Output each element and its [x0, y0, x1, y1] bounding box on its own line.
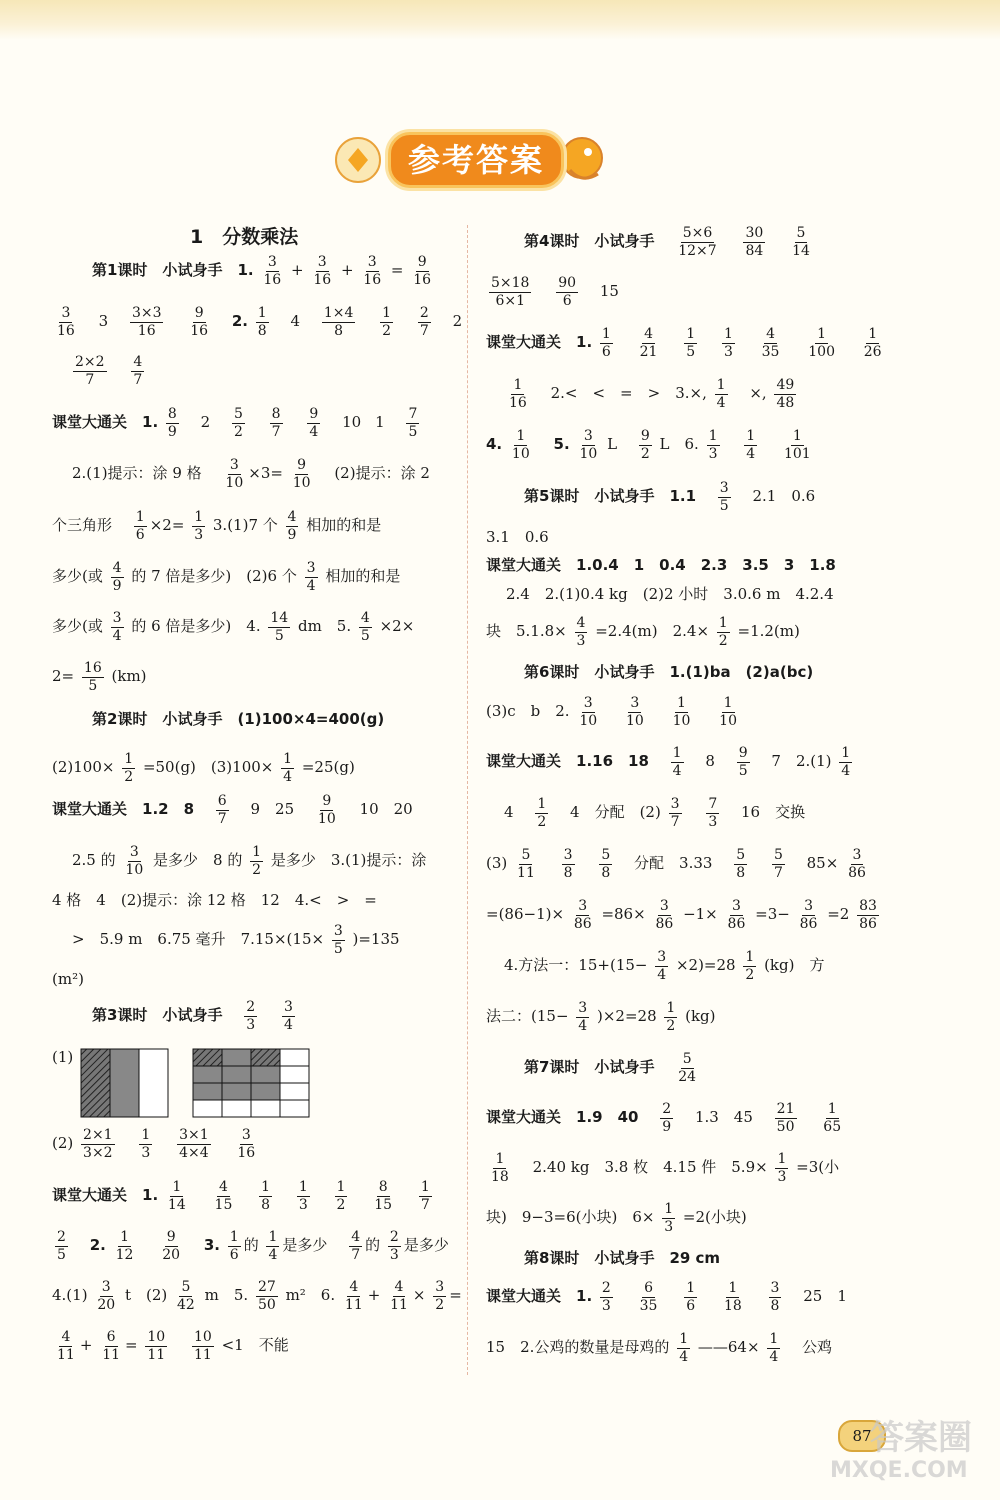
answer-line: (2)100× $\frac{1}{2}$ =50(g) (3)100× $\frac{1}{4}$ =25(g)	[52, 751, 355, 785]
answer-line: 第4课时 小试身手 $\frac{5\times 6}{12\times 7}$ $\frac{30}{84}$ $\frac{5}{14}$	[524, 225, 810, 259]
answer-line: 块 5.1.8× $\frac{4}{3}$ =2.4(m) 2.4× $\frac{1}{2}$ =1.2(m)	[486, 615, 800, 649]
answer-line: $\frac{2}{5}$ 2. $\frac{1}{12}$ $\frac{9}{20}$ 3. $\frac{1}{6}$ 的 $\frac{1}{4}$ 是多少 $\frac{4}{7}$ 的 $\frac{2}{3}$ 是多少	[57, 1229, 449, 1263]
answer-line: 4.方法一：15+(15− $\frac{3}{4}$ ×2)=28 $\frac{1}{2}$ (kg) 方	[504, 949, 825, 983]
answer-line: 课堂大通关 1. $\frac{1}{6}$ $\frac{4}{21}$ $\frac{1}{5}$ $\frac{1}{3}$ $\frac{4}{35}$ $\frac{1}{100}$ $\frac{1}{26}$	[486, 326, 882, 360]
answer-line: 2= $\frac{16}{5}$ (km)	[52, 660, 147, 694]
answer-line: > 5.9 m 6.75 毫升 7.15×(15× $\frac{3}{5}$ )=135	[72, 923, 400, 957]
answer-line: 15 2.公鸡的数量是母鸡的 $\frac{1}{4}$ ——64× $\frac{1}{4}$ 公鸡	[486, 1331, 833, 1365]
answer-line: (3) $\frac{5}{11}$ $\frac{3}{8}$ $\frac{5}{8}$ 分配 3.33 $\frac{5}{8}$ $\frac{5}{7}$ 85× $\frac{3}{86}$	[486, 847, 866, 881]
banner-title: 参考答案	[388, 132, 564, 188]
answer-line: 4.(1) $\frac{3}{20}$ t (2) $\frac{5}{42}$ m 5. $\frac{27}{50}$ m² 6. $\frac{4}{11}$ + $\frac{4}{11}$ × $\frac{3}{2}$ =	[52, 1279, 462, 1313]
answer-line: $\frac{1}{18}$ 2.40 kg 3.8 枚 4.15 件 5.9× $\frac{1}{3}$ =3(小	[491, 1151, 840, 1185]
answer-line: 第3课时 小试身手 $\frac{2}{3}$ $\frac{3}{4}$	[92, 999, 293, 1033]
answer-line: 块) 9−3=6(小块) 6× $\frac{1}{3}$ =2(小块)	[486, 1201, 747, 1235]
answer-line: 课堂大通关 1. $\frac{2}{3}$ $\frac{6}{35}$ $\frac{1}{6}$ $\frac{1}{18}$ $\frac{3}{8}$ 25 1	[486, 1280, 847, 1314]
chapter-title: 1 分数乘法	[190, 226, 299, 248]
answer-line: 多少(或 $\frac{4}{9}$ 的 7 倍是多少) (2)6 个 $\frac{3}{4}$ 相加的和是	[52, 560, 401, 594]
fraction-figure-2	[192, 1048, 312, 1118]
answer-line: 4. $\frac{1}{10}$ 5. $\frac{3}{10}$ L $\frac{9}{2}$ L 6. $\frac{1}{3}$ $\frac{1}{4}$ $\frac{1}{101}$	[486, 428, 811, 462]
answer-line: 课堂大通关 1.16 18 $\frac{1}{4}$ 8 $\frac{9}{5}$ 7 2.(1) $\frac{1}{4}$	[486, 745, 851, 779]
answer-line: (3)c b 2. $\frac{3}{10}$ $\frac{3}{10}$ $\frac{1}{10}$ $\frac{1}{10}$	[486, 695, 737, 729]
answer-line: $\frac{3}{16}$ 3 $\frac{3\times 3}{16}$ $\frac{9}{16}$ 2. $\frac{1}{8}$ 4 $\frac{1\times 4}{8}$ $\frac{1}{2}$ $\frac{2}{7}$ 2	[57, 305, 463, 339]
watermark-url: MXQE.COM	[830, 1458, 968, 1483]
answer-line: 课堂大通关 1.0.4 1 0.4 2.3 3.5 3 1.8	[486, 556, 836, 574]
answer-line: 第1课时 小试身手 1. $\frac{3}{16}$ + $\frac{3}{16}$ + $\frac{3}{16}$ = $\frac{9}{16}$	[92, 254, 432, 288]
answer-line: (2) $\frac{2\times 1}{3\times 2}$ $\frac{1}{3}$ $\frac{3\times 1}{4\times 4}$ $\frac{3}{16}$	[52, 1127, 256, 1161]
top-band	[0, 0, 1000, 40]
answer-line: $\frac{5\times 18}{6\times 1}$ $\frac{90}{6}$ 15	[491, 275, 619, 309]
answer-line: 第8课时 小试身手 29 cm	[524, 1249, 721, 1267]
answer-line: 第6课时 小试身手 1.(1)ba (2)a(bc)	[524, 663, 814, 681]
answer-line: 第7课时 小试身手 $\frac{5}{24}$	[524, 1051, 697, 1085]
answer-line: $\frac{1}{16}$ 2.< < = > 3.×, $\frac{1}{4}$ ×, $\frac{49}{48}$	[509, 377, 795, 411]
answer-line: 4 格 4 (2)提示：涂 12 格 12 4.< > =	[52, 891, 377, 909]
answer-line: 课堂大通关 1. $\frac{8}{9}$ 2 $\frac{5}{2}$ $\frac{8}{7}$ $\frac{9}{4}$ 10 1 $\frac{7}{5}$	[52, 406, 418, 440]
answer-line: 2.(1)提示：涂 9 格 $\frac{3}{10}$ ×3= $\frac{9}{10}$ (2)提示：涂 2	[72, 457, 430, 491]
watermark-logo: 答案圈	[870, 1418, 972, 1458]
answer-line: 第5课时 小试身手 1.1 $\frac{3}{5}$ 2.1 0.6	[524, 480, 816, 514]
answer-line: =(86−1)× $\frac{3}{86}$ =86× $\frac{3}{86}$ −1× $\frac{3}{86}$ =3− $\frac{3}{86}$ =2 $\frac{83}{86}$	[486, 898, 877, 932]
answer-line: $\frac{4}{11}$ + $\frac{6}{11}$ = $\frac{10}{11}$ $\frac{10}{11}$ <1 不能	[57, 1329, 289, 1363]
answer-line: 课堂大通关 1. $\frac{1}{14}$ $\frac{4}{15}$ $\frac{1}{8}$ $\frac{1}{3}$ $\frac{1}{2}$ $\frac{8}{15}$ $\frac{1}{7}$	[52, 1179, 430, 1213]
answer-line: 4 $\frac{1}{2}$ 4 分配 (2) $\frac{3}{7}$ $\frac{7}{3}$ 16 交换	[504, 796, 806, 830]
page-number: 87	[838, 1420, 886, 1452]
answer-line: 法二：(15− $\frac{3}{4}$ )×2=28 $\frac{1}{2}$ (kg)	[486, 1000, 716, 1034]
answer-line: (m²)	[52, 970, 84, 988]
answer-line: (1)	[52, 1048, 74, 1066]
answer-line: 课堂大通关 1.2 8 $\frac{6}{7}$ 9 25 $\frac{9}{10}$ 10 20	[52, 793, 413, 827]
answer-line: 第2课时 小试身手 (1)100×4=400(g)	[92, 710, 385, 728]
answer-line: 2.5 的 $\frac{3}{10}$ 是多少 8 的 $\frac{1}{2}$ 是多少 3.(1)提示：涂	[72, 844, 427, 878]
answer-line: 课堂大通关 1.9 40 $\frac{2}{9}$ 1.3 45 $\frac{21}{50}$ $\frac{1}{65}$	[486, 1101, 842, 1135]
answer-line: 个三角形 $\frac{1}{6}$ ×2= $\frac{1}{3}$ 3.(1)7 个 $\frac{4}{9}$ 相加的和是	[52, 509, 382, 543]
fraction-figure-1	[80, 1048, 170, 1118]
answer-line: 2.4 2.(1)0.4 kg (2)2 小时 3.0.6 m 4.2.4	[506, 585, 834, 603]
answer-line: 3.1 0.6	[486, 528, 549, 546]
answer-line: $\frac{2\times 2}{7}$ $\frac{4}{7}$	[75, 354, 143, 388]
column-divider	[467, 225, 468, 1375]
answer-line: 多少(或 $\frac{3}{4}$ 的 6 倍是多少) 4. $\frac{14}{5}$ dm 5. $\frac{4}{5}$ ×2×	[52, 610, 415, 644]
answer-banner	[330, 128, 610, 190]
